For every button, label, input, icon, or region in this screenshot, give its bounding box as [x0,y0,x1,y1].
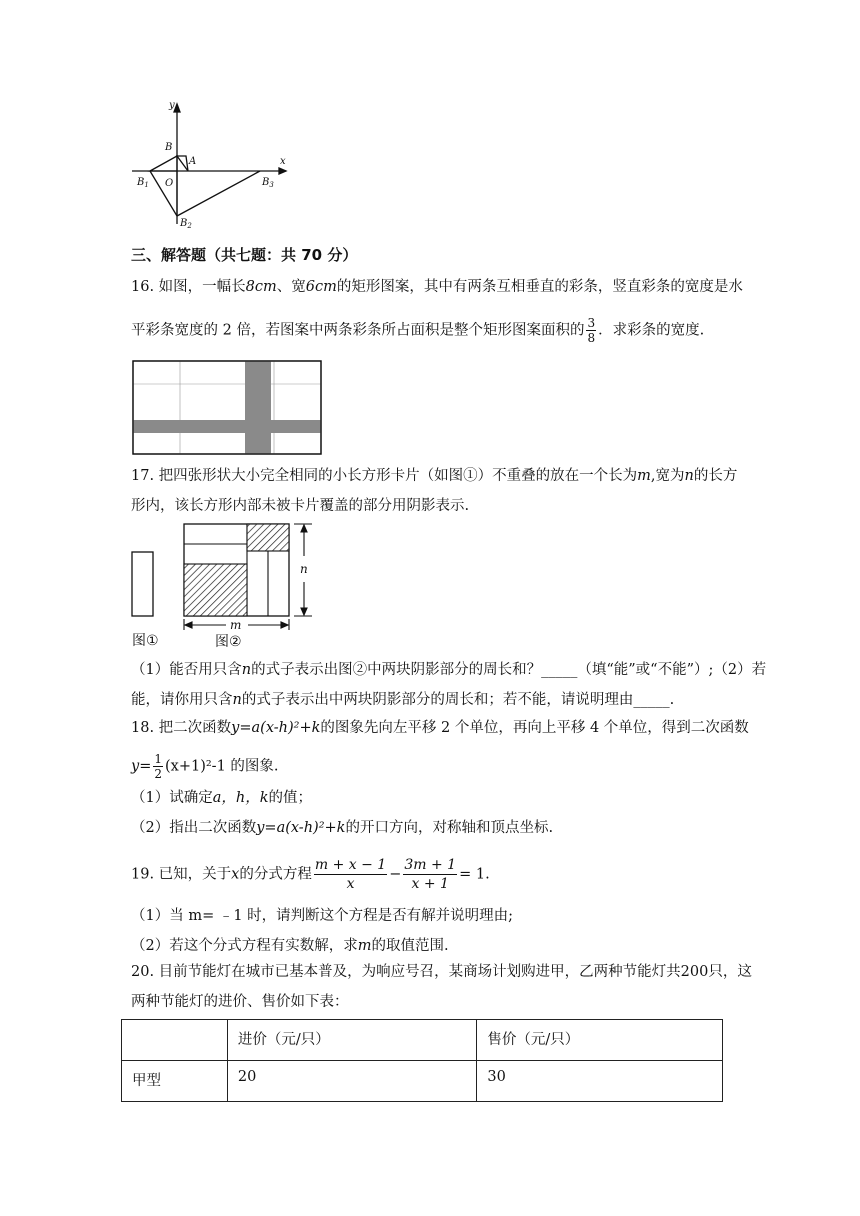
fig2-label: 图② [215,634,242,650]
q19-fraction-2: $\frac{3m + 1}{x + 1}$ [404,857,457,892]
label-O: O [165,178,174,189]
table-cell: 20 [227,1061,477,1102]
q20-line1: 20. 目前节能灯在城市已基本普及，为响应号召，某商场计划购进甲，乙两种节能灯共200只，这 [131,964,752,980]
table-header-row [122,1020,723,1061]
table-header-cell: 进价（元/只） [227,1020,477,1061]
q20-line2: 两种节能灯的进价、售价如下表： [131,994,349,1010]
table-header-cell: 售价（元/只） [477,1020,723,1061]
q16-line1: 16. 如图，一幅长8cm、宽6cm的矩形图案，其中有两条互相垂直的彩条，竖直彩条的宽度是水 [131,279,743,295]
q18-part2: （2）指出二次函数y=a(x-h)²+k的开口方向，对称轴和顶点坐标. [131,820,554,836]
q17-part2: 能，请你用只含n的式子表示出中两块阴影部分的周长和；若不能，请说明理由_____. [131,692,675,708]
q16-fraction: $\frac{3}{8}$ [587,316,596,345]
q17-part1: （1）能否用只含n的式子表示出图②中两块阴影部分的周长和？_____（填“能”或“不能”）;（2）若 [131,662,767,678]
price-table [121,1019,723,1102]
label-B1: $B_1$ [137,177,149,189]
q19-line1: 19. 已知，关于x的分式方程 $\frac{m + x - 1}{x}$ − $\frac{3m + 1}{x + 1}$ = 1. [131,857,490,892]
label-B2: $B_2$ [180,218,192,230]
y-axis-label: y [169,100,175,111]
section-heading: 三、解答题（共七题：共 70 分） [131,246,358,264]
label-B: B [165,142,173,153]
q17-line1: 17. 把四张形状大小完全相同的小长方形卡片（如图①）不重叠的放在一个长为m,宽为n的长方 [131,468,738,484]
fig-n-label: n [300,562,308,576]
q19-fraction-1: $\frac{m + x - 1}{x}$ [314,857,387,892]
x-axis-label: x [280,156,286,167]
table-cell: 甲型 [122,1061,228,1102]
q17-line2: 形内，该长方形内部未被卡片覆盖的部分用阴影表示. [131,498,470,514]
q18-line2: y= $\frac{1}{2}$ (x+1)²-1 的图象. [131,752,279,781]
table-cell: 30 [477,1061,723,1102]
label-B3: $B_3$ [262,177,274,189]
q15-coordinate-figure [128,98,298,230]
fig-m-label: m [230,618,242,632]
q18-line1: 18. 把二次函数y=a(x-h)²+k的图象先向左平移 2 个单位，再向上平移 4 个单位，得到二次函数 [131,720,749,736]
label-A: A [189,156,197,167]
q18-fraction: $\frac{1}{2}$ [154,752,162,781]
table-header-cell [122,1020,228,1061]
table-row [122,1061,723,1102]
fig1-label: 图① [132,633,159,649]
q16-line2: 平彩条宽度的 2 倍，若图案中两条彩条所占面积是整个矩形图案面积的 $\frac{3}{8}$ ．求彩条的宽度. [131,316,705,345]
q18-part1: （1）试确定a，h，k的值； [131,790,313,806]
q19-part1: （1）当 m= ﹣1 时，请判断这个方程是否有解并说明理由; [131,908,514,924]
q16-rectangle-figure [132,360,324,456]
q19-part2: （2）若这个分式方程有实数解，求m的取值范围. [131,938,449,954]
